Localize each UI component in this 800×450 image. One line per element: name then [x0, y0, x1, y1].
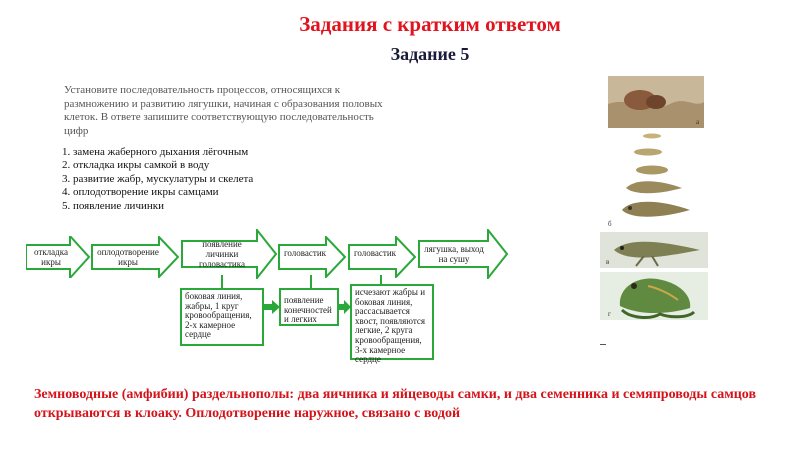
detail-box: боковая линия, жабры, 1 круг кровообращения, 2-х камерное сердце	[180, 288, 264, 346]
option-item: 1. замена жаберного дыхания лёгочным	[62, 146, 249, 158]
options-list	[62, 146, 392, 213]
connector-arrow	[338, 300, 352, 314]
option-item: 3. развитие жабр, мускулатуры и скелета	[62, 172, 254, 185]
connector-line	[310, 275, 312, 289]
flow-arrow: головастик	[348, 236, 416, 278]
flow-arrow: появление личинки головастика	[181, 229, 277, 279]
detail-box: появление конечностей и легких	[279, 288, 339, 326]
flow-arrow: головастик	[278, 236, 346, 278]
figure-label-b: б	[608, 220, 612, 228]
page-title: Задания с кратким ответом	[299, 12, 561, 36]
connector-line	[221, 275, 223, 289]
figure-label-c: в	[606, 258, 610, 266]
flow-arrow: откладка икры	[26, 236, 90, 278]
connector-arrow	[262, 300, 282, 314]
figure-label-d: г	[608, 310, 611, 318]
task-text: Установите последовательность процессов, относящихся к размножению и развитию лягушки, начиная с образования половых клеток. В ответе запишите соответствующую последовательность цифр	[64, 84, 383, 137]
flow-arrow: оплодотворение икры	[91, 236, 179, 278]
figure-label-a: а	[696, 118, 700, 126]
option-item: 4. оплодотворение икры самцами	[62, 186, 219, 199]
task-number: Задание 5	[390, 44, 470, 64]
flow-arrow: лягушка, выход на сушу	[418, 229, 508, 279]
detail-box: исчезают жабры и боковая линия, рассасывается хвост, появляются легкие, 2 круга кровообращения, 3-х камерное сердце	[350, 284, 434, 360]
note-text: Земноводные (амфибии) раздельнополы: два яичника и яйцеводы самки, и два семенника и семяпроводы самцов открываются в клоаку. Оплодотворение наружное, связано с водой	[34, 387, 757, 421]
frog-development-figure	[600, 74, 708, 354]
option-item: 5. появление личинки	[62, 199, 164, 212]
option-item: 2. откладка икры самкой в воду	[62, 159, 210, 172]
